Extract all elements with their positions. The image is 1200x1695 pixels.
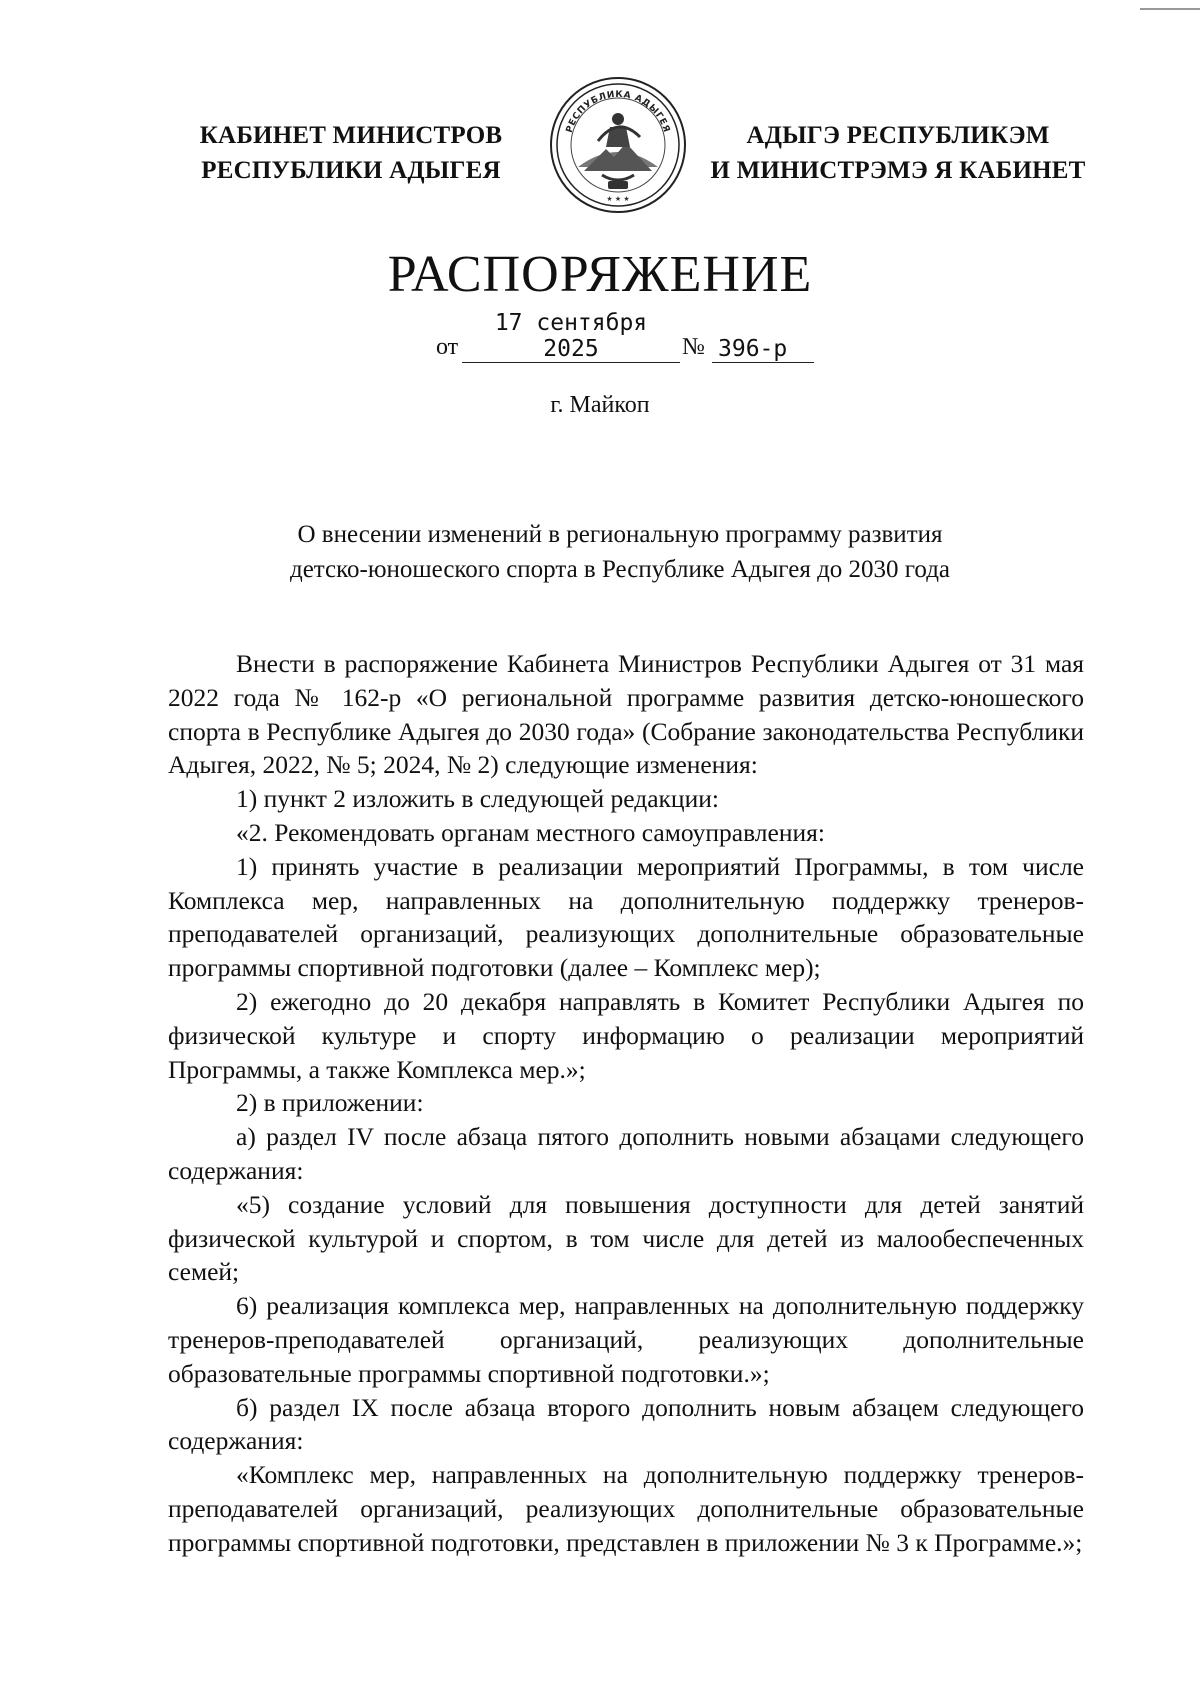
body-paragraph: 1) пункт 2 изложить в следующей редакции: xyxy=(236,784,719,814)
document-date-number-line xyxy=(436,310,856,367)
svg-text:★ ★ ★: ★ ★ ★ xyxy=(606,195,630,203)
document-number: 396-р xyxy=(712,336,814,363)
document-body xyxy=(168,647,1084,1560)
body-paragraph: б) раздел IX после абзаца второго дополнить новым абзацем следующего содержания: xyxy=(168,1392,1084,1456)
document-city: г. Майкоп xyxy=(550,392,650,418)
issuer-line-2: РЕСПУБЛИКИ АДЫГЕЯ xyxy=(201,157,501,184)
issuer-name-russian xyxy=(186,118,516,188)
scan-edge-mark xyxy=(1140,8,1200,10)
body-paragraph: 2) ежегодно до 20 декабря направлять в Комитет Республики Адыгея по физической культуре и спорту информацию о реализации мероприятий Программы, а также Комплекса мер.»; xyxy=(168,986,1084,1084)
date-prefix: от xyxy=(436,334,459,360)
document-subject xyxy=(220,517,1020,587)
subject-line-2: детско-юношеского спорта в Республике Адыгея до 2030 года xyxy=(289,556,951,583)
issuer-name-adyghe xyxy=(698,118,1098,188)
emblem-arc-text: РЕСПУБЛИКА АДЫГЕЯ xyxy=(564,89,672,135)
document-title: РАСПОРЯЖЕНИЕ xyxy=(387,246,813,303)
issuer-adyghe-line-2: И МИНИСТРЭМЭ Я КАБИНЕТ xyxy=(710,157,1086,184)
body-paragraph: а) раздел IV после абзаца пятого дополнить новыми абзацами следующего содержания: xyxy=(168,1122,1084,1185)
body-paragraph: 6) реализация комплекса мер, направленных на дополнительную поддержку тренеров-преподавателей организаций, реализующих дополнительные образовательные программы спортивной подготовки.»; xyxy=(168,1291,1084,1388)
body-paragraph: 2) в приложении: xyxy=(236,1088,424,1118)
issuer-adyghe-line-1: АДЫГЭ РЕСПУБЛИКЭМ xyxy=(746,122,1050,149)
subject-line-1: О внесении изменений в региональную программу развития xyxy=(297,521,943,548)
body-paragraph: «2. Рекомендовать органам местного самоуправления: xyxy=(236,817,825,847)
issuer-line-1: КАБИНЕТ МИНИСТРОВ xyxy=(199,122,503,149)
body-paragraph: 1) принять участие в реализации мероприятий Программы, в том числе Комплекса мер, направленных на дополнительную поддержку тренеров-преподавателей организаций, реализующих дополнительные образовательные программы спортивной подготовки (далее – Комплекс мер); xyxy=(168,851,1084,983)
document-date: 17 сентября 2025 xyxy=(462,310,680,363)
body-paragraph: «5) создание условий для повышения доступности для детей занятий физической культурой и спортом, в том числе для детей из малообеспеченных семей; xyxy=(168,1189,1084,1287)
body-paragraph: «Комплекс мер, направленных на дополнительную поддержку тренеров-преподавателей организаций, реализующих дополнительные образовательные программы спортивной подготовки, представлен в приложении № 3 к Программе.»; xyxy=(168,1460,1084,1557)
number-prefix: № xyxy=(682,334,705,360)
coat-of-arms-emblem-icon xyxy=(548,75,688,215)
body-paragraph: Внести в распоряжение Кабинета Министров Республики Адыгея от 31 мая 2022 года № 162-р «О региональной программе развития детско-юношеского спорта в Республике Адыгея до 2030 года» (Собрание законодательства Республики Адыгея, 2022, № 5; 2024, № 2) следующие изменения: xyxy=(168,649,1084,780)
